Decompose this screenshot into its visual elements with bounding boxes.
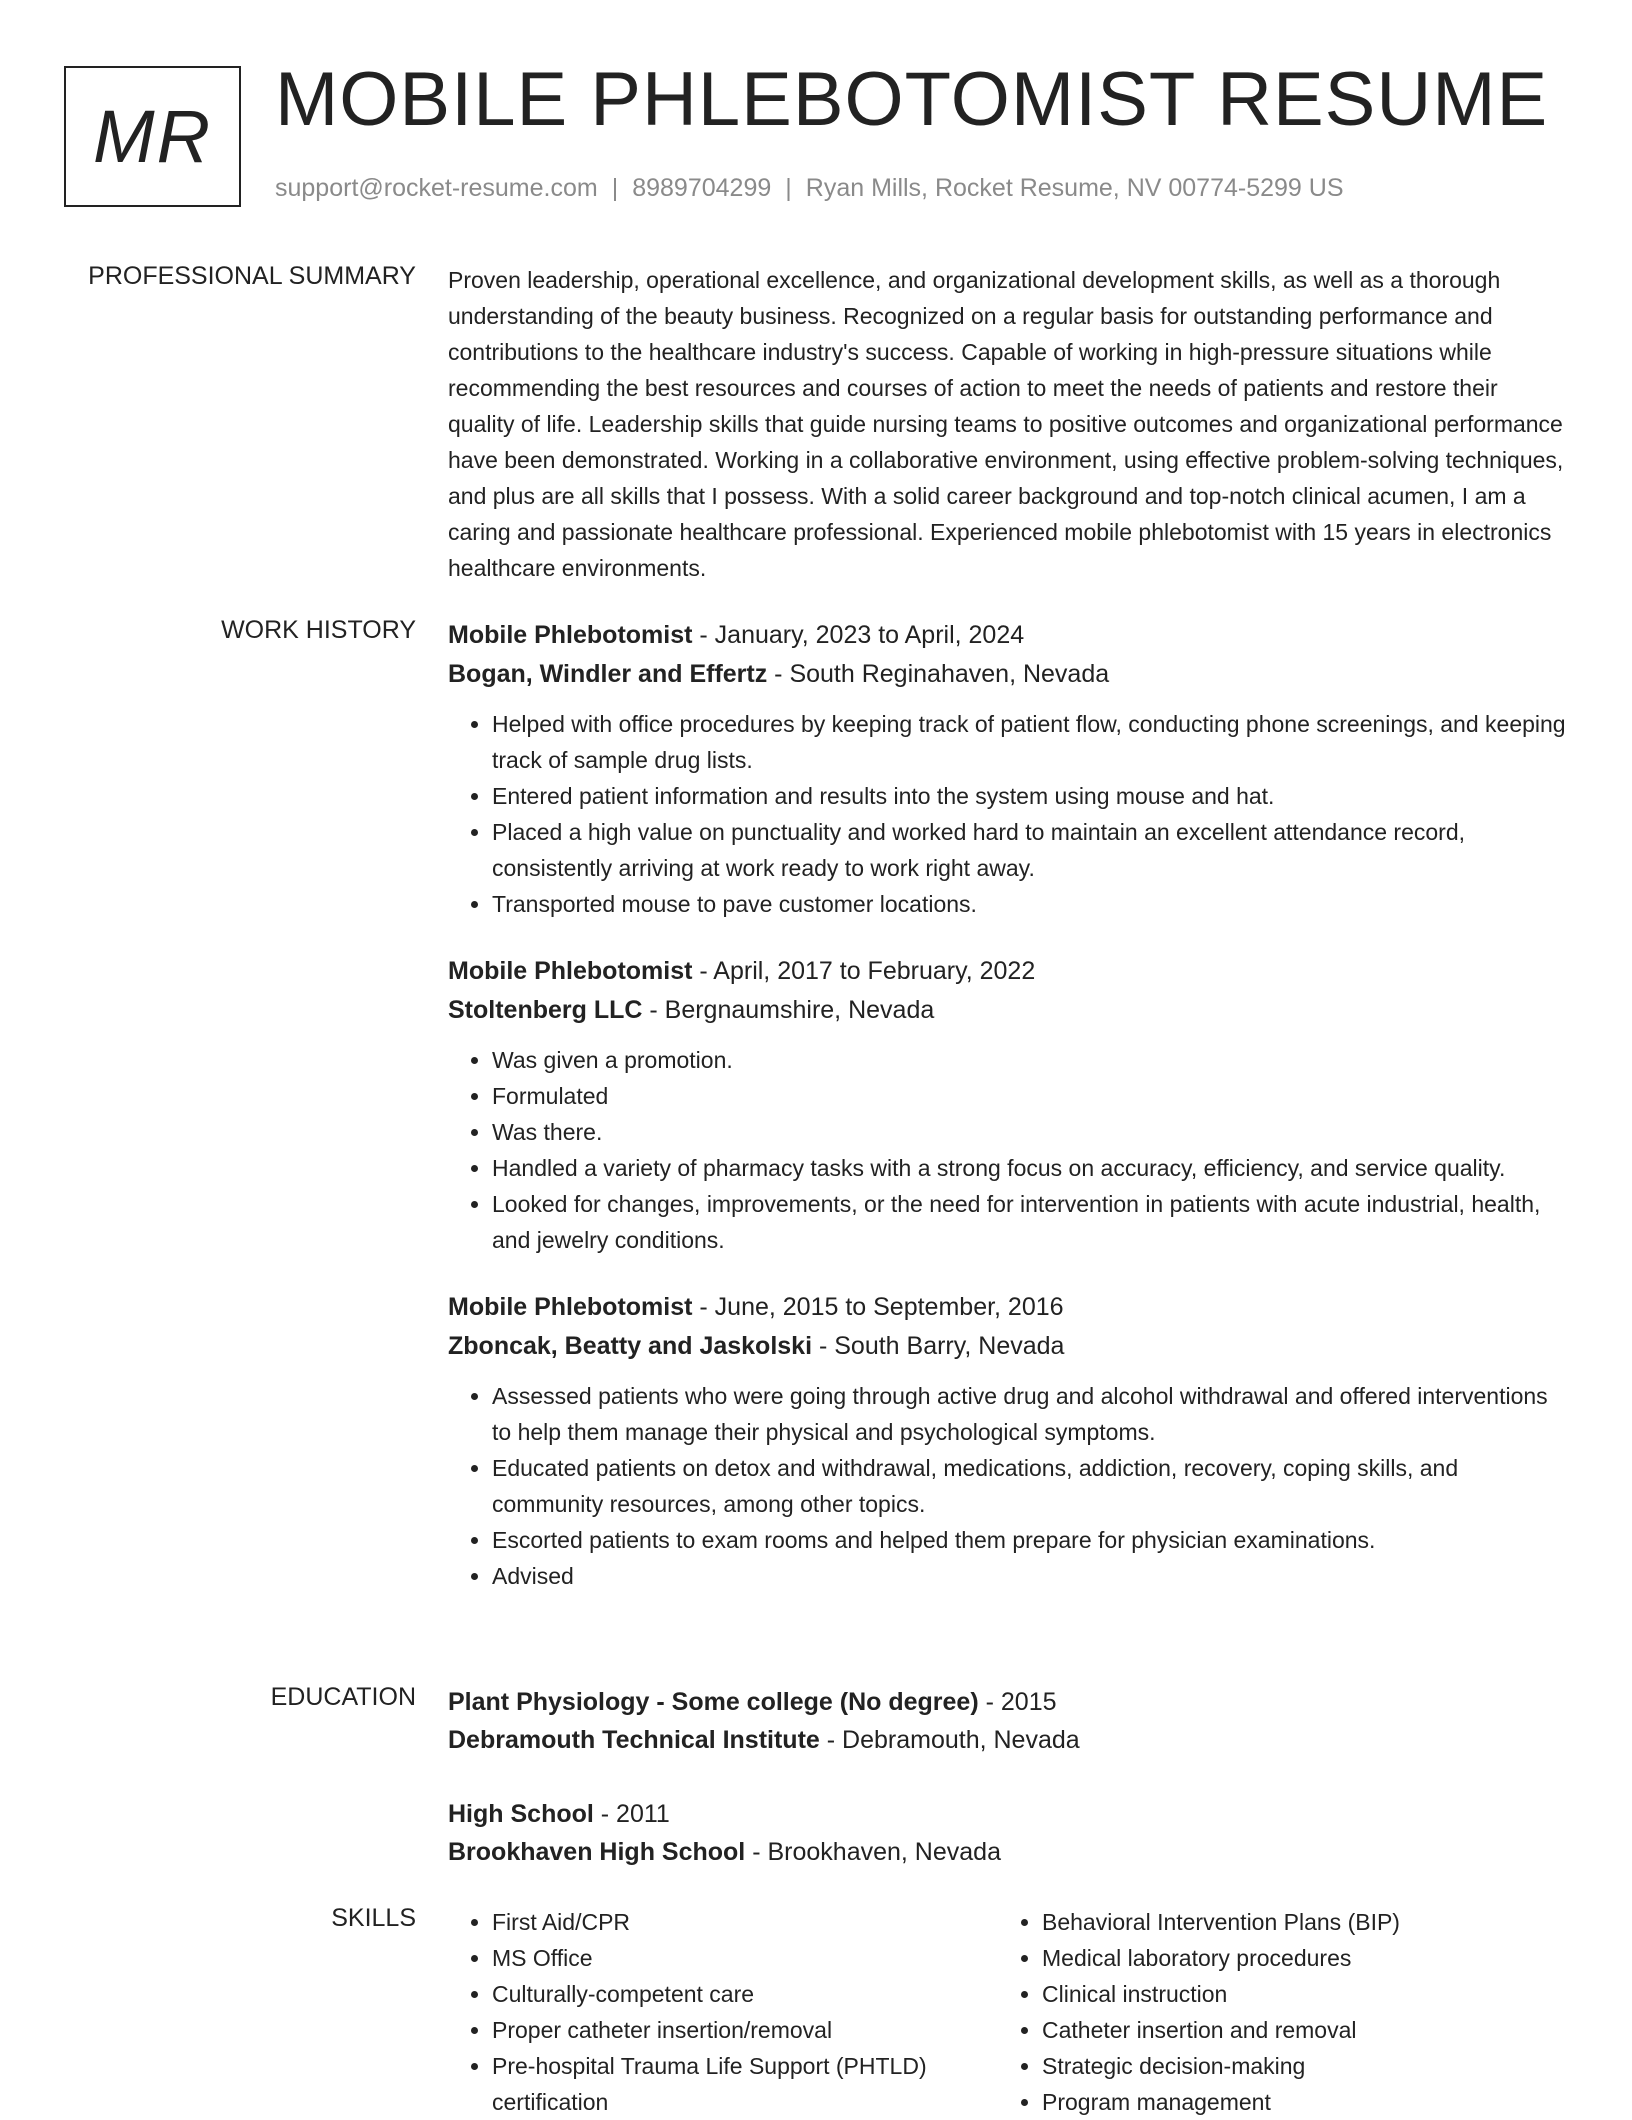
contact-phone[interactable]: 8989704299	[632, 174, 772, 202]
job-title-line	[448, 1288, 1568, 1327]
job-dates: - June, 2015 to September, 2016	[692, 1293, 1064, 1321]
job-location: - South Reginahaven, Nevada	[767, 660, 1110, 688]
job-company-line	[448, 655, 1568, 694]
education-degree: High School	[448, 1800, 594, 1828]
education-location: - Brookhaven, Nevada	[745, 1838, 1001, 1866]
job-bullet: • Placed a high value on punctuality and worked hard to maintain an excellent attendance record, consistently arriving at work ready to work right away.	[492, 814, 1568, 886]
education-degree: Plant Physiology - Some college (No degree)	[448, 1688, 979, 1716]
job-bullet: • Assessed patients who were going through active drug and alcohol withdrawal and offered interventions to help them manage their physical and psychological symptoms.	[492, 1378, 1568, 1450]
skill-item: • Medical laboratory procedures	[1042, 1940, 1562, 1976]
job-entry	[448, 952, 1568, 1258]
education-location: - Debramouth, Nevada	[819, 1726, 1080, 1754]
contact-separator: |	[785, 174, 792, 202]
education-year: - 2011	[593, 1800, 670, 1828]
job-location: - Bergnaumshire, Nevada	[642, 996, 935, 1024]
job-dates: - April, 2017 to February, 2022	[692, 957, 1036, 985]
education-entry	[448, 1683, 1568, 1759]
section-label-summary: PROFESSIONAL SUMMARY	[88, 262, 416, 290]
skill-item: • Behavioral Intervention Plans (BIP)	[1042, 1904, 1562, 1940]
skill-item: • Pre-hospital Trauma Life Support (PHTLD) certification	[492, 2048, 998, 2120]
job-company-line	[448, 1327, 1568, 1366]
education-degree-line	[448, 1683, 1568, 1721]
job-bullets	[448, 1378, 1568, 1594]
job-bullet: • Was there.	[492, 1114, 1568, 1150]
job-bullet: • Formulated	[492, 1078, 1568, 1114]
skill-item: • MS Office	[492, 1940, 998, 1976]
job-location: - South Barry, Nevada	[812, 1332, 1065, 1360]
job-bullet: • Was given a promotion.	[492, 1042, 1568, 1078]
skills-list-right	[998, 1904, 1562, 2120]
job-bullet: • Handled a variety of pharmacy tasks with a strong focus on accuracy, efficiency, and service quality.	[492, 1150, 1568, 1186]
skill-item: • Culturally-competent care	[492, 1976, 998, 2012]
job-bullet: • Transported mouse to pave customer locations.	[492, 886, 1568, 922]
job-title: Mobile Phlebotomist	[448, 957, 693, 985]
skill-item: • Clinical instruction	[1042, 1976, 1562, 2012]
skill-item: • Proper catheter insertion/removal	[492, 2012, 998, 2048]
summary-body	[448, 262, 1568, 586]
education-school-line	[448, 1721, 1568, 1759]
job-title: Mobile Phlebotomist	[448, 621, 693, 649]
education-school-line	[448, 1833, 1568, 1871]
contact-line	[275, 174, 1344, 203]
skill-item: • Catheter insertion and removal	[1042, 2012, 1562, 2048]
skill-item: • Strategic decision-making	[1042, 2048, 1562, 2084]
monogram-logo: MR	[64, 66, 241, 207]
work-history-body	[448, 616, 1568, 1624]
summary-text: Proven leadership, operational excellence, and organizational development skills, as well as a thorough understanding of the beauty business. Recognized on a regular basis for outstanding performance and contributions to the healthcare industry's success. Capable of working in high-pressure situations while recommending the best resources and courses of action to meet the needs of patients and restore their quality of life. Leadership skills that guide nursing teams to positive outcomes and organizational performance have been demonstrated. Working in a collaborative environment, using effective problem-solving techniques, and plus are all skills that I possess. With a solid career background and top-notch clinical acumen, I am a caring and passionate healthcare professional. Experienced mobile phlebotomist with 15 years in electronics healthcare environments.	[448, 267, 1564, 581]
skill-item: • Program management	[1042, 2084, 1562, 2120]
job-company-line	[448, 991, 1568, 1030]
job-bullet: • Educated patients on detox and withdrawal, medications, addiction, recovery, coping skills, and community resources, among other topics.	[492, 1450, 1568, 1522]
job-bullet: • Escorted patients to exam rooms and helped them prepare for physician examinations.	[492, 1522, 1568, 1558]
job-bullet: • Looked for changes, improvements, or the need for intervention in patients with acute industrial, health, and jewelry conditions.	[492, 1186, 1568, 1258]
education-degree-line	[448, 1795, 1568, 1833]
job-bullet: • Helped with office procedures by keeping track of patient flow, conducting phone screenings, and keeping track of sample drug lists.	[492, 706, 1568, 778]
contact-separator: |	[611, 174, 619, 202]
skills-list-left	[448, 1904, 998, 2120]
job-company: Bogan, Windler and Effertz	[448, 660, 768, 688]
job-entry	[448, 616, 1568, 922]
education-year: - 2015	[978, 1688, 1057, 1716]
contact-email[interactable]: support@rocket-resume.com	[275, 174, 598, 202]
education-body	[448, 1683, 1568, 1907]
section-label-skills: SKILLS	[331, 1904, 416, 1932]
section-label-work-history: WORK HISTORY	[221, 616, 416, 644]
job-title-line	[448, 952, 1568, 991]
job-company: Stoltenberg LLC	[448, 996, 643, 1024]
job-entry	[448, 1288, 1568, 1594]
education-school: Debramouth Technical Institute	[448, 1726, 820, 1754]
skill-item: • First Aid/CPR	[492, 1904, 998, 1940]
job-title-line	[448, 616, 1568, 655]
job-dates: - January, 2023 to April, 2024	[692, 621, 1025, 649]
job-title: Mobile Phlebotomist	[448, 1293, 693, 1321]
job-bullets	[448, 1042, 1568, 1258]
job-bullets	[448, 706, 1568, 922]
education-entry	[448, 1795, 1568, 1871]
job-bullet: • Advised	[492, 1558, 1568, 1594]
job-bullet: • Entered patient information and results into the system using mouse and hat.	[492, 778, 1568, 814]
skills-body	[448, 1904, 1568, 2120]
contact-address: Ryan Mills, Rocket Resume, NV 00774-5299 US	[805, 174, 1344, 202]
education-school: Brookhaven High School	[448, 1838, 746, 1866]
resume-title: MOBILE PHLEBOTOMIST RESUME	[275, 57, 1549, 142]
job-company: Zboncak, Beatty and Jaskolski	[448, 1332, 813, 1360]
section-label-education: EDUCATION	[270, 1683, 416, 1711]
